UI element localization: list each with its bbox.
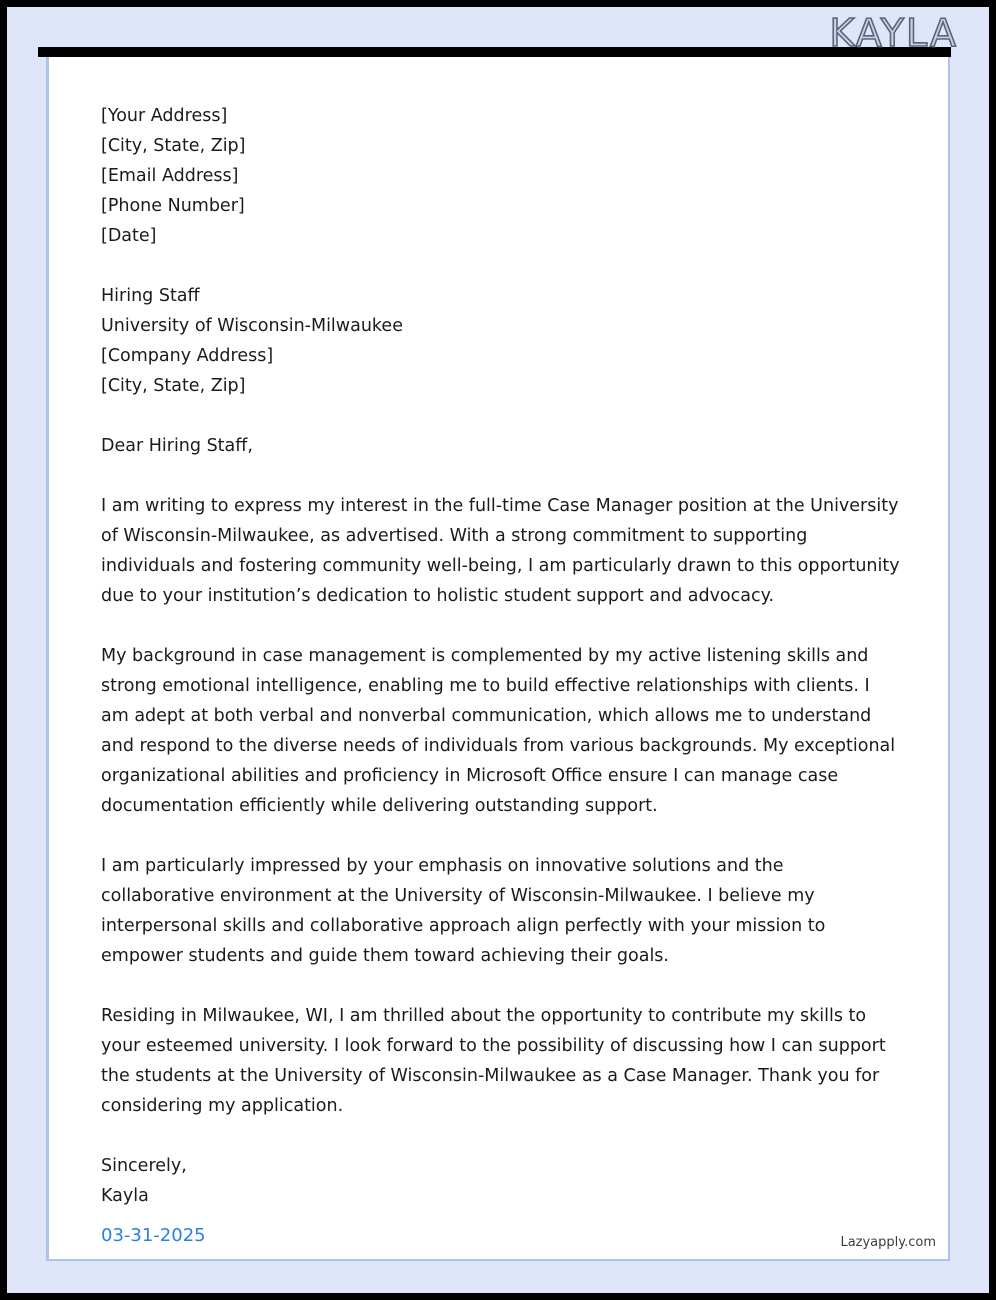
header-divider-rule bbox=[38, 47, 951, 57]
spacer-after-recipient bbox=[101, 401, 901, 431]
recipient-organization: University of Wisconsin-Milwaukee bbox=[101, 316, 403, 336]
spacer-after-sender bbox=[101, 251, 901, 281]
sender-date: [Date] bbox=[101, 226, 157, 246]
letter-paragraph: My background in case management is complemented by my active listening skills and strong emotional intelligence, enabling me to build effective relationships with clients. I am adept at both verbal and nonverbal communication, which allows me to understand and respond to the diverse needs of individuals from various backgrounds. My exceptional organizational abilities and proficiency in Microsoft Office ensure I can manage case documentation efficiently while delivering outstanding support. bbox=[101, 646, 896, 816]
signature-block bbox=[101, 1151, 901, 1251]
letter-paragraph: I am particularly impressed by your emphasis on innovative solutions and the collaborative environment at the University of Wisconsin-Milwaukee. I believe my interpersonal skills and collaborative approach align perfectly with your mission to empower students and guide them toward achieving their goals. bbox=[101, 856, 826, 966]
spacer-paragraph-2 bbox=[101, 821, 901, 851]
salutation: Dear Hiring Staff, bbox=[101, 436, 253, 456]
sender-phone: [Phone Number] bbox=[101, 196, 245, 216]
signature-name: Kayla bbox=[101, 1186, 149, 1206]
spacer-paragraph-1 bbox=[101, 611, 901, 641]
wordmark-kayla: KAYLA bbox=[829, 11, 958, 55]
cover-letter-body bbox=[101, 101, 901, 1251]
spacer-before-signoff bbox=[101, 1121, 901, 1151]
sender-email: [Email Address] bbox=[101, 166, 239, 186]
recipient-address-block bbox=[101, 281, 901, 401]
recipient-company-address: [Company Address] bbox=[101, 346, 274, 366]
sender-address: [Your Address] bbox=[101, 106, 228, 126]
cover-letter-card bbox=[46, 57, 950, 1261]
recipient-attention: Hiring Staff bbox=[101, 286, 200, 306]
recipient-city-state-zip: [City, State, Zip] bbox=[101, 376, 246, 396]
letter-paragraph: Residing in Milwaukee, WI, I am thrilled about the opportunity to contribute my skills to your esteemed university. I look forward to the possibility of discussing how I can support the students at the University of Wisconsin-Milwaukee as a Case Manager. Thank you for considering my application. bbox=[101, 1006, 886, 1116]
sender-address-block bbox=[101, 101, 901, 251]
footer-watermark: Lazyapply.com bbox=[840, 1235, 936, 1250]
letter-paragraph: I am writing to express my interest in the full-time Case Manager position at the University of Wisconsin-Milwaukee, as advertised. With a strong commitment to supporting individuals and fostering community well-being, I am particularly drawn to this opportunity due to your institution’s dedication to holistic student support and advocacy. bbox=[101, 496, 900, 606]
sender-city-state-zip: [City, State, Zip] bbox=[101, 136, 246, 156]
closing-salutation: Sincerely, bbox=[101, 1156, 187, 1176]
spacer-after-salutation bbox=[101, 461, 901, 491]
signature-date[interactable]: 03-31-2025 bbox=[101, 1225, 206, 1246]
spacer-paragraph-3 bbox=[101, 971, 901, 1001]
